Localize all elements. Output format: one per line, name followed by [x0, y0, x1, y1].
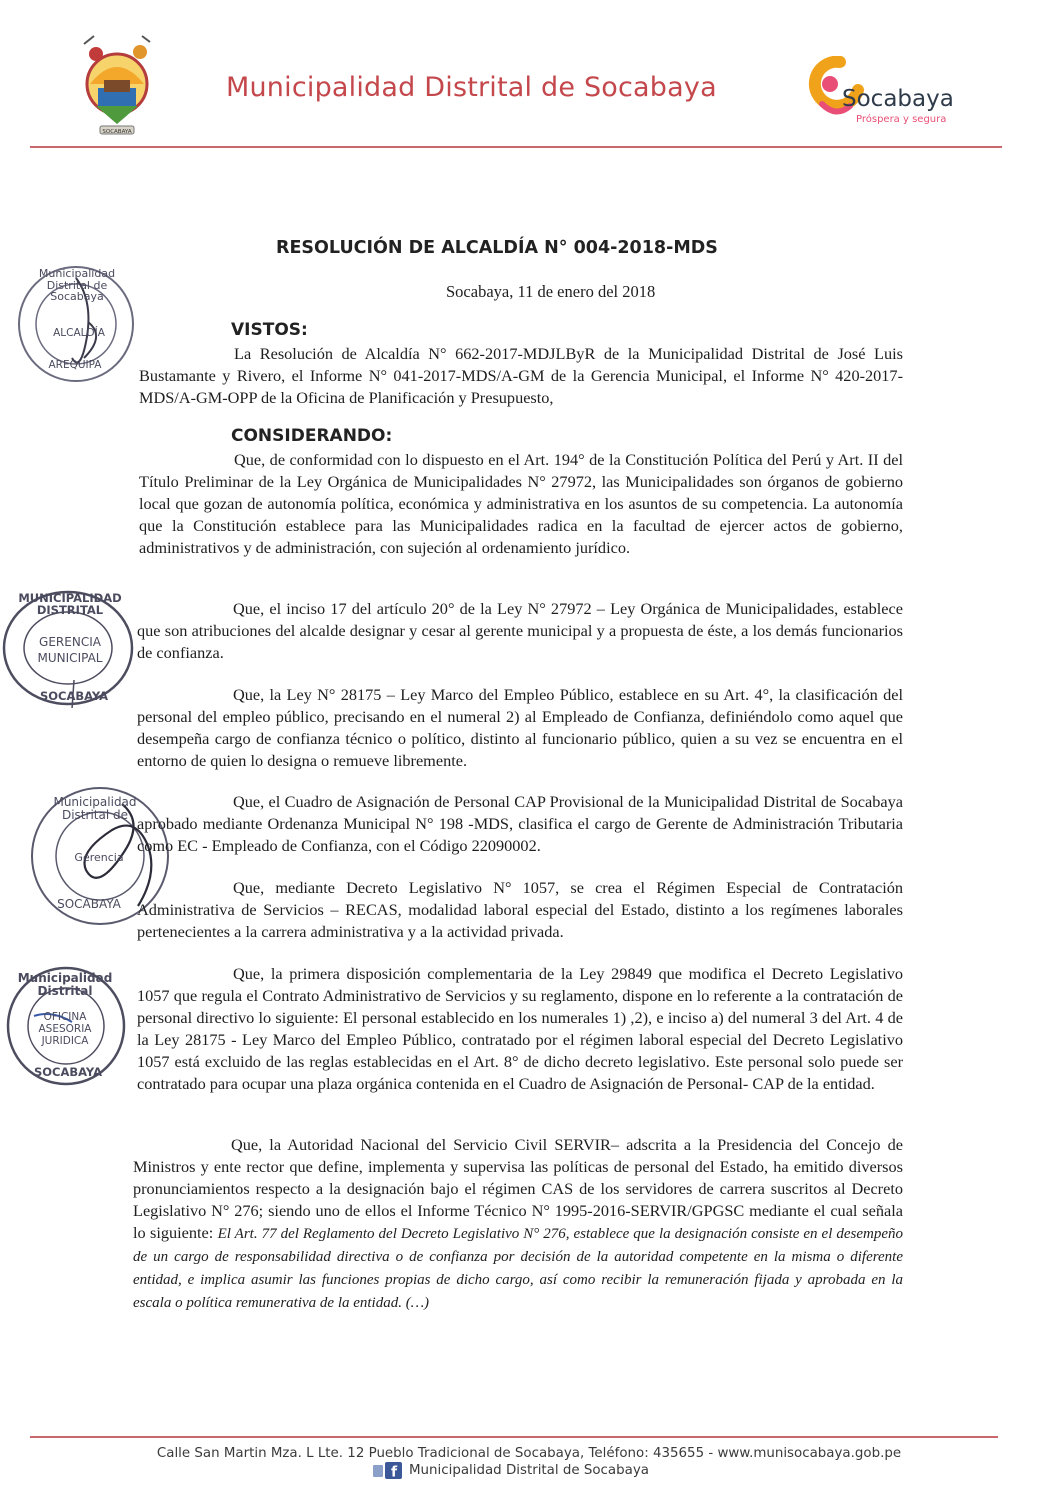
gerencia-stamp-line2: MUNICIPAL [37, 651, 103, 665]
vistos-heading: VISTOS: [231, 320, 308, 340]
municipal-crest-logo [76, 32, 158, 138]
paragraph-7-plain: Que, la Autoridad Nacional del Servicio Civil SERVIR– adscrita a la Presidencia del Concejo de Ministros y ente rector que define, implementa y supervisa las políticas de personal del Estado, ha emitido diversos pronunciamientos respecto a la designación bajo el régimen CAS de los servidores de carrera suscritos al Decreto Legislativo N° 276; siendo uno de ellos el Informe Técnico N° 1995-2016-SERVIR/GPGSC mediante el cual señala lo siguiente: [133, 1135, 903, 1243]
resolution-title: RESOLUCIÓN DE ALCALDÍA N° 004-2018-MDS [276, 238, 718, 258]
paragraph-7-italic-quote: El Art. 77 del Reglamento del Decreto Legislativo N° 276, establece que la designación consiste en el desempeño de un cargo de responsabilidad directiva o de confianza por decisión de la autoridad competente en la misma o diferente entidad, e implica asumir las funciones propias de dicho cargo, así como recibir la remuneración fijada y aprobada en la escala o política remunerativa de la entidad. (…) [133, 1226, 904, 1312]
socabaya-stamp-bottom: SOCABAYA [57, 897, 121, 911]
considerando-paragraph-7 [133, 1134, 903, 1314]
asesoria-stamp-ring: Municipalidad Distrital [17, 971, 113, 998]
footer-address: Calle San Martin Mza. L Lte. 12 Pueblo Tradicional de Socabaya, Teléfono: 435655 - www.munisocabaya.gob.pe [156, 1446, 902, 1461]
gerencia-stamp-ring: MUNICIPALIDAD DISTRITAL [18, 591, 122, 618]
alcaldia-stamp-ring: Municipalidad Distrital de Socabaya [38, 267, 116, 304]
socabaya-logo [800, 56, 960, 132]
resolution-date: Socabaya, 11 de enero del 2018 [446, 282, 656, 301]
asesoria-stamp-line1: OFICINA [43, 1011, 87, 1023]
logo-tagline: Próspera y segura [856, 114, 947, 125]
considerando-paragraph-2: Que, el inciso 17 del artículo 20° de la Ley N° 27972 – Ley Orgánica de Municipalidades, establece que son atribuciones del alcalde designar y cesar al gerente municipal y a propuesta de éste, a los demás funcionarios de confianza. [137, 599, 903, 663]
gerencia-stamp-line1: GERENCIA [39, 635, 101, 649]
gerencia-stamp-bottom: SOCABAYA [39, 689, 109, 703]
footer-facebook-label: Municipalidad Distrital de Socabaya [409, 1463, 649, 1478]
considerando-paragraph-6: Que, la primera disposición complementaria de la Ley 29849 que modifica el Decreto Legislativo 1057 que regula el Contrato Administrativo de Servicios y su reglamento, dispone en lo referente a la contratación de personal directivo lo siguiente: El personal establecido en los numerales 1) ,2), e inciso a) del numeral 3 del Art. 4 de la Ley 28175 - Ley Marco del Empleo Público, contratado por el régimen laboral especial del Decreto Legislativo 1057 está excluido de las reglas establecidas en el Art. 8° de dicho decreto legislativo. Este personal solo puede ser contratado para ocupar una plaza orgánica contenida en el Cuadro de Asignación de Personal- CAP de la entidad. [137, 964, 903, 1094]
considerando-paragraph-5: Que, mediante Decreto Legislativo N° 1057, se crea el Régimen Especial de Contratación Administrativa de Servicios – RECAS, modalidad laboral especial del Estado, distinto a los regímenes laborales pertenecientes a la carrera administrativa y a la actividad privada. [137, 878, 903, 942]
header-divider [30, 146, 1002, 148]
considerando-paragraph-1: Que, de conformidad con lo dispuesto en el Art. 194° de la Constitución Política del Perú y Art. II del Título Preliminar de la Ley Orgánica de Municipalidades N° 27972, las Municipalidades son órganos de gobierno local que gozan de autonomía política, económica y administrativa en los asuntos de su competencia. La autonomía que la Constitución establece para las Municipalidades radica en la facultad de ejercer actos de gobierno, administrativos y de administración, con sujeción al ordenamiento jurídico. [139, 450, 903, 558]
asesoria-stamp-line2: ASESORIA [38, 1023, 92, 1035]
alcaldia-stamp-center: ALCALDÍA [53, 327, 105, 339]
svg-text:f: f [390, 1464, 398, 1479]
footer-divider [30, 1436, 998, 1438]
asesoria-stamp-bottom: SOCABAYA [33, 1065, 103, 1079]
crest-label: SOCABAYA [102, 129, 132, 135]
considerando-heading: CONSIDERANDO: [231, 426, 393, 446]
considerando-paragraph-3: Que, la Ley N° 28175 – Ley Marco del Empleo Público, establece en su Art. 4°, la clasificación del personal del empleo público, precisando en el numeral 2) al Empleado de Confianza, definiéndolo como aquel que desempeña cargo de confianza técnico o político, distinto al funcionario público, quien a su vez se encuentra en el entorno de quien lo designa o remueve libremente. [137, 685, 903, 771]
logo-wordmark: Socabaya [842, 86, 954, 112]
asesoria-stamp-line3: JURIDICA [41, 1035, 89, 1047]
vistos-paragraph: La Resolución de Alcaldía N° 662-2017-MDJLByR de la Municipalidad Distrital de José Luis Bustamante y Rivero, el Informe N° 041-2017-MDS/A-GM de la Gerencia Municipal, el Informe N° 420-2017-MDS/A-GM-OPP de la Oficina de Planificación y Presupuesto, [139, 344, 903, 408]
alcaldia-stamp-bottom: AREQUIPA [48, 359, 102, 371]
facebook-icon [373, 1462, 403, 1479]
considerando-paragraph-4: Que, el Cuadro de Asignación de Personal CAP Provisional de la Municipalidad Distrital de Socabaya aprobado mediante Ordenanza Municipal N° 198 -MDS, clasifica el cargo de Gerente de Administración Tributaria como EC - Empleado de Confianza, con el Código 22090002. [137, 792, 903, 856]
municipality-title: Municipalidad Distrital de Socabaya [226, 72, 717, 103]
socabaya-stamp-ring: Municipalidad Distrital de [53, 795, 137, 822]
socabaya-stamp-center: Gerencia [74, 851, 124, 864]
